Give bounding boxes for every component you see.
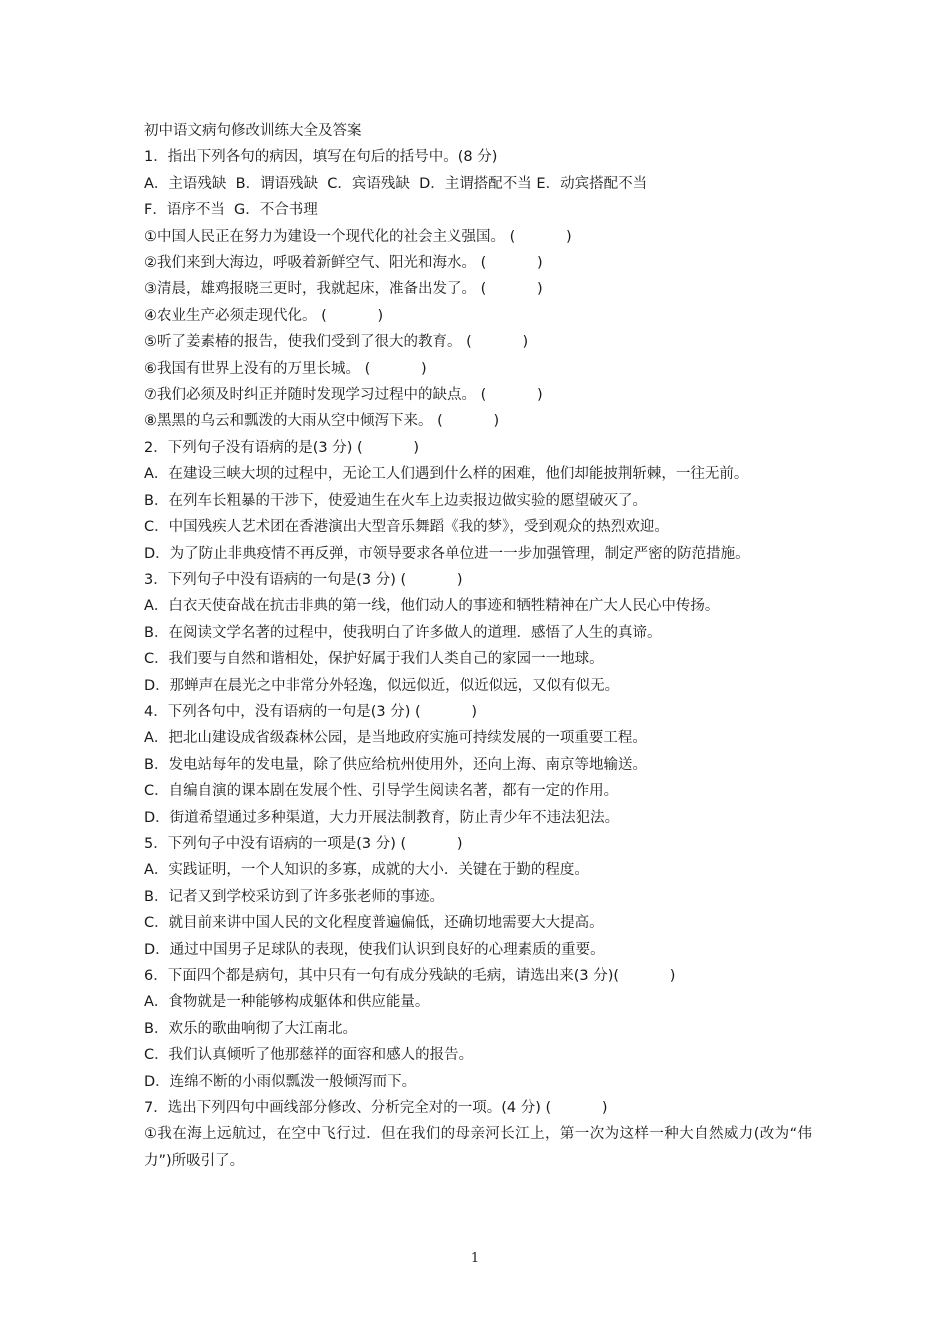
question-6-option-a: A．食物就是一种能够构成躯体和供应能量。 xyxy=(144,994,430,1011)
question-6-option-d: D．连绵不断的小雨似瓢泼一般倾泻而下。 xyxy=(144,1073,417,1090)
question-1-item-7: ⑦我们必须及时纠正并随时发现学习过程中的缺点。 ( ) xyxy=(144,387,543,404)
question-3-option-d: D．那蝉声在晨光之中非常分外轻逸，似远似近，似近似远，又似有似无。 xyxy=(144,677,620,694)
question-7-prompt: 7．选出下列四句中画线部分修改、分析完全对的一项。(4 分) ( ) xyxy=(144,1100,608,1117)
question-4-option-b: B．发电站每年的发电量，除了供应给杭州使用外，还向上海、南京等地输送。 xyxy=(144,756,647,773)
question-3-option-b: B．在阅读文学名著的过程中，使我明白了许多做人的道理．感悟了人生的真谛。 xyxy=(144,624,662,641)
document-title: 初中语文病句修改训练大全及答案 xyxy=(144,123,362,139)
question-5-option-a: A．实践证明，一个人知识的多寡，成就的大小．关键在于勤的程度。 xyxy=(144,862,589,879)
question-1-item-5: ⑤听了姜素椿的报告，使我们受到了很大的教育。 ( ) xyxy=(144,334,529,351)
question-4-option-c: C．自编自演的课本剧在发展个性、引导学生阅读名著，都有一定的作用。 xyxy=(144,783,619,800)
question-4-option-a: A．把北山建设成省级森林公园，是当地政府实施可持续发展的一项重要工程。 xyxy=(144,730,647,747)
question-4-option-d: D．街道希望通过多种渠道，大力开展法制教育，防止青少年不违法犯法。 xyxy=(144,809,620,826)
question-1-item-6: ⑥我国有世界上没有的万里长城。 ( ) xyxy=(144,360,427,377)
question-1-item-8: ⑧黑黑的乌云和瓢泼的大雨从空中倾泻下来。 ( ) xyxy=(144,413,500,430)
question-4-prompt: 4．下列各句中，没有语病的一句是(3 分) ( ) xyxy=(144,703,477,720)
question-1-options-f-g: F．语序不当 G．不合书理 xyxy=(144,202,318,219)
question-6-option-c: C．我们认真倾听了他那慈祥的面容和感人的报告。 xyxy=(144,1047,474,1064)
question-2-prompt: 2．下列句子没有语病的是(3 分) ( ) xyxy=(144,439,419,456)
question-6-prompt: 6．下面四个都是病句，其中只有一句有成分残缺的毛病，请选出来(3 分)( ) xyxy=(144,968,676,984)
question-6-option-b: B．欢乐的歌曲响彻了大江南北。 xyxy=(144,1020,357,1037)
question-1-item-4: ④农业生产必须走现代化。 ( ) xyxy=(144,307,384,324)
question-3-prompt: 3．下列句子中没有语病的一句是(3 分) ( ) xyxy=(144,571,463,588)
question-2-option-d: D．为了防止非典疫情不再反弹，市领导要求各单位进一一步加强管理，制定严密的防范措施。 xyxy=(144,545,750,562)
question-7-item-1: ①我在海上远航过，在空中飞行过．但在我们的母亲河长江上，第一次为这样一种大自然威力(改为“伟力”)所吸引了。 xyxy=(144,1126,812,1169)
question-2-option-c: C．中国残疾人艺术团在香港演出大型音乐舞蹈《我的梦》，受到观众的热烈欢迎。 xyxy=(144,519,669,536)
document-body xyxy=(144,118,812,1174)
question-5-prompt: 5．下列句子中没有语病的一项是(3 分) ( ) xyxy=(144,835,463,852)
question-2-option-a: A．在建设三峡大坝的过程中，无论工人们遇到什么样的困难，他们却能披荆斩棘，一往无前。 xyxy=(144,466,749,483)
question-5-option-b: B．记者又到学校采访到了许多张老师的事迹。 xyxy=(144,888,444,905)
question-1-options-a-e: A．主语残缺 B．谓语残缺 C．宾语残缺 D．主谓搭配不当 E．动宾搭配不当 xyxy=(144,175,648,192)
question-1-item-2: ②我们来到大海边，呼吸着新鲜空气、阳光和海水。 ( ) xyxy=(144,255,543,272)
question-3-option-c: C．我们要与自然和谐相处，保护好属于我们人类自己的家园一一地球。 xyxy=(144,651,604,668)
question-2-option-b: B．在列车长粗暴的干涉下，使爱迪生在火车上边卖报边做实验的愿望破灭了。 xyxy=(144,492,647,509)
question-1-item-3: ③清晨，雄鸡报晓三更时，我就起床，准备出发了。 ( ) xyxy=(144,281,543,298)
question-5-option-c: C．就目前来讲中国人民的文化程度普遍偏低，还确切地需要大大提高。 xyxy=(144,915,604,932)
question-3-option-a: A．白衣天使奋战在抗击非典的第一线，他们动人的事迹和牺牲精神在广大人民心中传扬。 xyxy=(144,598,720,615)
page-number: 1 xyxy=(470,1251,480,1266)
question-5-option-d: D．通过中国男子足球队的表现，使我们认识到良好的心理素质的重要。 xyxy=(144,941,605,958)
question-1-item-1: ①中国人民正在努力为建设一个现代化的社会主义强国。 ( ) xyxy=(144,228,572,245)
question-1-prompt: 1．指出下列各句的病因，填写在句后的括号中。(8 分) xyxy=(144,149,498,166)
